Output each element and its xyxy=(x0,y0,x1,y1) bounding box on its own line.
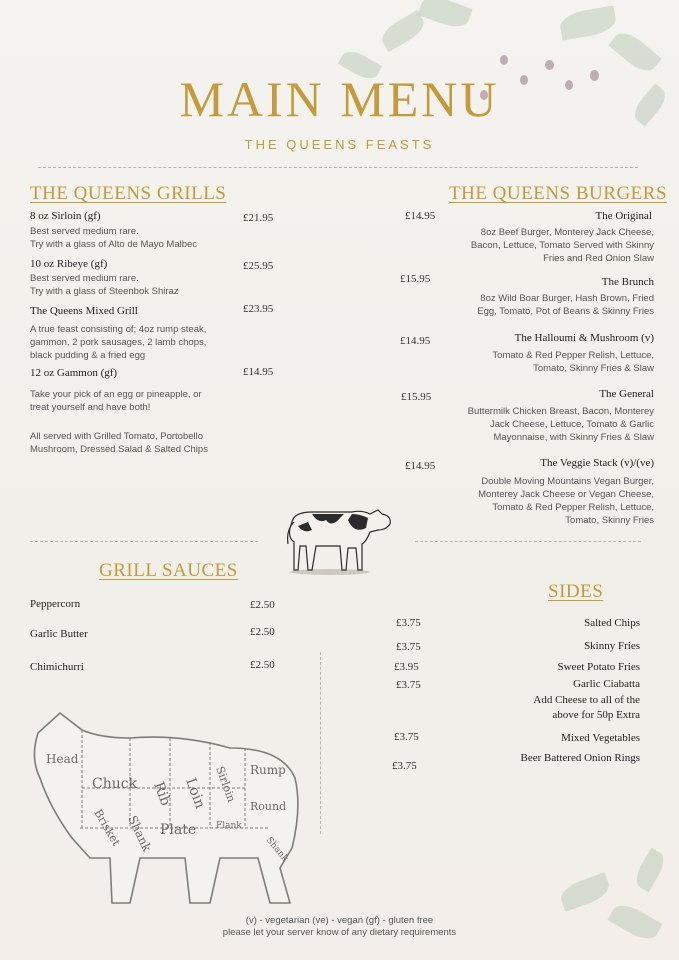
beef-cuts-diagram xyxy=(20,708,310,918)
sauce-item-name: Peppercorn xyxy=(30,598,81,610)
burger-item-desc: Mayonnaise, with Skinny Fries & Slaw xyxy=(493,432,654,443)
grill-item-desc: Best served medium rare. xyxy=(30,226,139,237)
burger-item-price: £14.95 xyxy=(400,335,431,347)
grill-item-desc: gammon, 2 pork sausages, 2 lamb chops, xyxy=(30,337,207,348)
cut-label: Shank xyxy=(125,813,155,854)
side-item-price: £3.75 xyxy=(392,760,417,772)
side-item-name: Mixed Vegetables xyxy=(561,732,640,744)
footer-legend: (v) - vegetarian (ve) - vegan (gf) - gluten free xyxy=(245,915,434,926)
burger-item-desc: 8oz Beef Burger, Monterey Jack Cheese, xyxy=(480,227,654,238)
burger-item-desc: Tomato, Skinny Fries & Slaw xyxy=(533,363,654,374)
cut-label: Brisket xyxy=(91,807,123,849)
cut-label: Plate xyxy=(160,822,197,838)
sauce-item-price: £2.50 xyxy=(250,626,275,638)
burger-item-name: The Brunch xyxy=(601,276,654,288)
cut-label: Rump xyxy=(250,763,286,777)
side-item-price: £3.75 xyxy=(396,641,421,653)
grill-item-price: £25.95 xyxy=(243,260,274,272)
grills-note: All served with Grilled Tomato, Portobello xyxy=(30,431,204,442)
sauce-item-price: £2.50 xyxy=(250,599,275,611)
footer-note: please let your server know of any dietary requirements xyxy=(222,927,457,938)
grill-item-desc: Try with a glass of Steenbok Shiraz xyxy=(30,286,179,297)
side-item-name: Salted Chips xyxy=(584,617,640,629)
side-item-name: Beer Battered Onion Rings xyxy=(520,752,640,764)
side-item-name: Skinny Fries xyxy=(584,640,640,652)
burger-item-desc: Jack Cheese, Lettuce, Tomato & Garlic xyxy=(489,419,654,430)
side-item-price: £3.75 xyxy=(396,679,421,691)
grill-item-name: The Queens Mixed Grill xyxy=(30,305,138,317)
burger-item-desc: Fries and Red Onion Slaw xyxy=(543,253,654,264)
burger-item-price: £15.95 xyxy=(401,391,432,403)
page-subtitle: THE QUEENS FEASTS xyxy=(244,137,435,152)
burger-item-desc: Monterey Jack Cheese or Vegan Cheese, xyxy=(478,489,654,500)
grill-item-price: £21.95 xyxy=(243,212,274,224)
cut-label: Round xyxy=(250,800,287,813)
grill-item-price: £23.95 xyxy=(243,303,274,315)
grill-item-desc: Best served medium rare. xyxy=(30,273,139,284)
burger-item-name: The General xyxy=(599,388,654,400)
grill-item-desc: black pudding & a fried egg xyxy=(30,350,146,361)
grill-item-name: 10 oz Ribeye (gf) xyxy=(30,258,108,270)
grill-item-desc: Take your pick of an egg or pineapple, or xyxy=(30,389,202,400)
burger-item-price: £14.95 xyxy=(405,210,436,222)
sides-heading: SIDES xyxy=(548,581,604,602)
side-item-price: £3.75 xyxy=(396,617,421,629)
page-title: MAIN MENU xyxy=(179,71,500,127)
burger-item-desc: Buttermilk Chicken Breast, Bacon, Monterey xyxy=(467,406,654,417)
cut-label: Sirloin xyxy=(213,764,239,804)
grill-item-desc: A true feast consisting of; 4oz rump steak, xyxy=(30,324,207,335)
grills-heading: THE QUEENS GRILLS xyxy=(30,183,227,204)
divider-right xyxy=(415,541,641,542)
grill-item-desc: Try with a glass of Alto de Mayo Malbec xyxy=(30,239,198,250)
burger-item-name: The Halloumi & Mushroom (v) xyxy=(514,332,654,344)
burgers-heading: THE QUEENS BURGERS xyxy=(449,183,668,204)
burger-item-desc: Tomato & Red Pepper Relish, Lettuce, xyxy=(492,502,654,513)
grill-item-name: 12 oz Gammon (gf) xyxy=(30,367,118,379)
grill-item-name: 8 oz Sirloin (gf) xyxy=(30,210,101,222)
burger-item-desc: Tomato, Skinny Fries xyxy=(565,515,654,526)
burger-item-desc: Double Moving Mountains Vegan Burger, xyxy=(481,476,654,487)
cut-label: Chuck xyxy=(92,776,138,792)
cow-illustration xyxy=(282,500,397,580)
burger-item-desc: 8oz Wild Boar Burger, Hash Brown, Fried xyxy=(480,293,654,304)
divider-left xyxy=(30,541,258,542)
burger-item-name: The Original xyxy=(595,210,652,222)
grill-item-price: £14.95 xyxy=(243,366,274,378)
burger-item-desc: Bacon, Lettuce, Tomato Served with Skinny xyxy=(470,240,654,251)
burger-item-desc: Egg, Tomato, Pot of Beans & Skinny Fries xyxy=(477,306,654,317)
burger-item-desc: Tomato & Red Pepper Relish, Lettuce, xyxy=(492,350,654,361)
burger-item-price: £14.95 xyxy=(405,460,436,472)
side-item-price: £3.95 xyxy=(394,661,419,673)
sauce-item-name: Garlic Butter xyxy=(30,628,88,640)
cut-label: Shank xyxy=(263,835,290,864)
header-divider xyxy=(38,167,638,168)
burger-item-name: The Veggie Stack (v)/(ve) xyxy=(540,457,654,469)
side-item-name: Garlic Ciabatta xyxy=(573,678,640,690)
vertical-divider xyxy=(320,652,321,834)
cut-label: Loin xyxy=(182,775,208,811)
footer xyxy=(0,915,679,939)
side-item-desc: above for 50p Extra xyxy=(552,709,640,721)
burger-item-price: £15.95 xyxy=(400,273,431,285)
cut-label: Flank xyxy=(216,821,242,831)
side-item-desc: Add Cheese to all of the xyxy=(533,694,640,706)
sauce-item-name: Chimichurri xyxy=(30,661,84,673)
cut-label: Rib xyxy=(150,779,174,808)
grill-item-desc: treat yourself and have both! xyxy=(30,402,151,413)
side-item-price: £3.75 xyxy=(394,731,419,743)
grills-note: Mushroom, Dressed Salad & Salted Chips xyxy=(30,444,208,455)
cut-label: Head xyxy=(46,752,79,766)
sauce-item-price: £2.50 xyxy=(250,659,275,671)
sauces-heading: GRILL SAUCES xyxy=(99,560,238,581)
side-item-name: Sweet Potato Fries xyxy=(557,661,640,673)
